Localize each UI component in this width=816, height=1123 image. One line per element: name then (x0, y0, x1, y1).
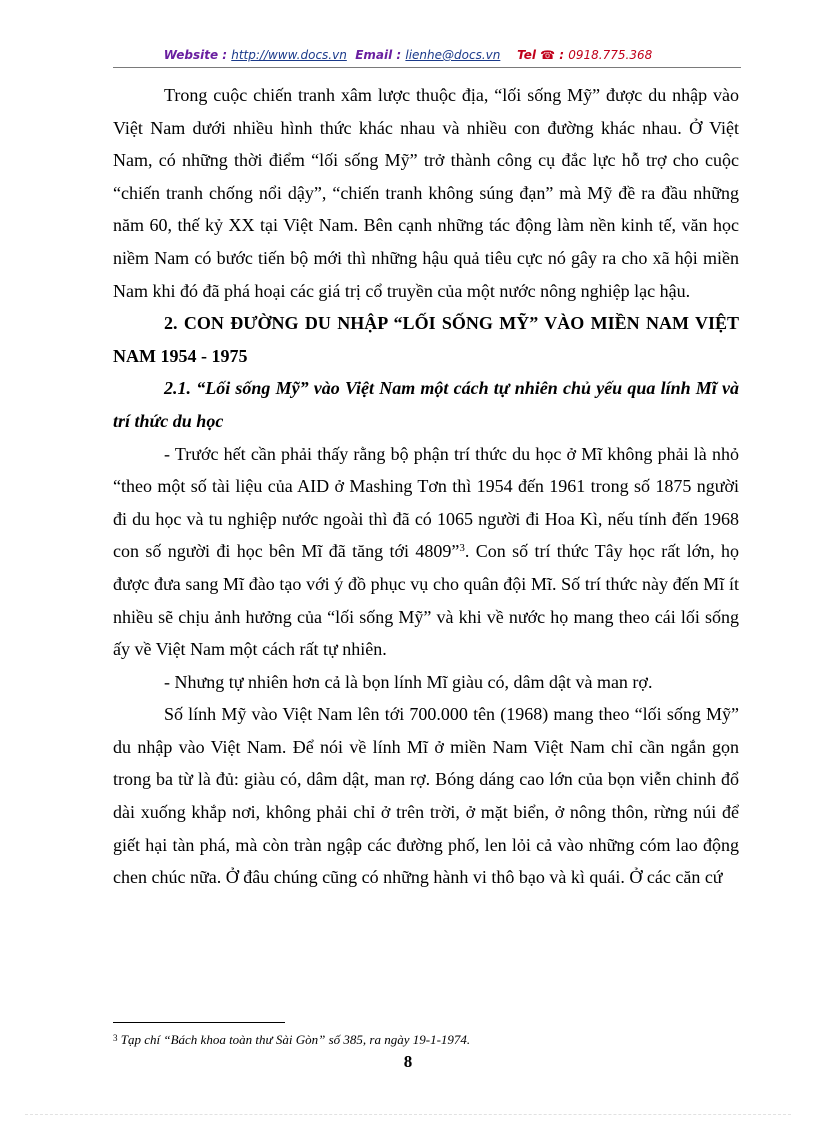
section-heading: 2. CON ĐƯỜNG DU NHẬP “LỐI SỐNG MỸ” VÀO MIỀN NAM VIỆT NAM 1954 - 1975 (113, 313, 739, 366)
tel-label: Tel ☎ (517, 48, 556, 62)
subsection-heading: 2.1. “Lối sống Mỹ” vào Việt Nam một cách tự nhiên chủ yếu qua lính Mĩ và trí thức du học (113, 378, 739, 431)
website-label: Website (163, 48, 219, 62)
paragraph-soldiers: - Nhưng tự nhiên hơn cả là bọn lính Mĩ giàu có, dâm dật và man rợ. (164, 671, 653, 692)
paragraph-study-abroad-text-cont: . Con số trí thức Tây học rất lớn, họ được đưa sang Mĩ đào tạo với ý đồ phục vụ cho quân đội Mĩ. Số trí thức này đến Mĩ ít nhiều sẽ chịu ảnh hưởng của “lối sống Mỹ” và khi về nước họ mang theo cái lối sống ấy về Việt Nam một cách rất tự nhiên. (113, 541, 740, 660)
website-link[interactable]: http://www.docs.vn (231, 48, 347, 62)
footnote-reference[interactable]: 3 (459, 542, 465, 555)
tel-number: 0918.775.368 (568, 48, 653, 62)
paragraph-study-abroad (113, 438, 739, 666)
email-separator: : (392, 48, 406, 62)
page-header (0, 48, 816, 62)
page-number: 8 (403, 1052, 413, 1071)
paragraph-soldiers-detail: Số lính Mỹ vào Việt Nam lên tới 700.000 tên (1968) mang theo “lối sống Mỹ” du nhập vào Việt Nam. Để nói về lính Mĩ ở miền Nam Việt Nam chỉ cần ngắn gọn trong ba từ là đủ: giàu có, dâm dật, man rợ. Bóng dáng cao lớn của bọn viễn chinh đổ dài xuống khắp nơi, không phải chỉ ở trên trời, ở mặt biển, ở nông thôn, rừng núi để giết hại tàn phá, mà còn tràn ngập các đường phố, len lỏi cả vào những cóm lao động chen chúc nữa. Ở đâu chúng cũng có những hành vi thô bạo và kì quái. Ở các căn cứ (113, 704, 739, 888)
header-divider (113, 67, 741, 68)
page-bottom-edge (25, 1114, 791, 1115)
document-body (113, 79, 739, 894)
footnote-divider (113, 1022, 285, 1023)
website-separator: : (218, 48, 232, 62)
email-link[interactable]: lienhe@docs.vn (405, 48, 501, 62)
footnote (113, 1030, 739, 1048)
footnote-text: Tạp chí “Bách khoa toàn thư Sài Gòn” số 385, ra ngày 19-1-1974. (117, 1032, 471, 1047)
paragraph-intro: Trong cuộc chiến tranh xâm lược thuộc địa, “lối sống Mỹ” được du nhập vào Việt Nam dưới nhiều hình thức khác nhau và nhiều con đường khác nhau. Ở Việt Nam, có những thời điểm “lối sống Mỹ” trở thành công cụ đắc lực hỗ trợ cho cuộc “chiến tranh chống nổi dậy”, “chiến tranh không súng đạn” mà Mỹ đề ra đầu những năm 60, thế kỷ XX tại Việt Nam. Bên cạnh những tác động làm nền kinh tế, văn học niềm Nam có bước tiến bộ mới thì những hậu quả tiêu cực nó gây ra cho xã hội miền Nam khi đó đã phá hoại các giá trị cổ truyền của một nước nông nghiệp lạc hậu. (113, 85, 739, 301)
email-label: Email (355, 48, 393, 62)
tel-separator: : (555, 48, 569, 62)
footnote-number: 3 (113, 1033, 118, 1043)
paragraph-study-abroad-text: - Trước hết cần phải thấy rằng bộ phận trí thức du học ở Mĩ không phải là nhỏ “theo một số tài liệu của AID ở Mashing Tơn thì 1954 đến 1961 trong số 1875 người đi du học và tu nghiệp nước ngoài thì đã có 1065 người đi Hoa Kì, nếu tính đến 1968 con số người đi học bên Mĩ đã tăng tới 4809” (113, 443, 739, 562)
